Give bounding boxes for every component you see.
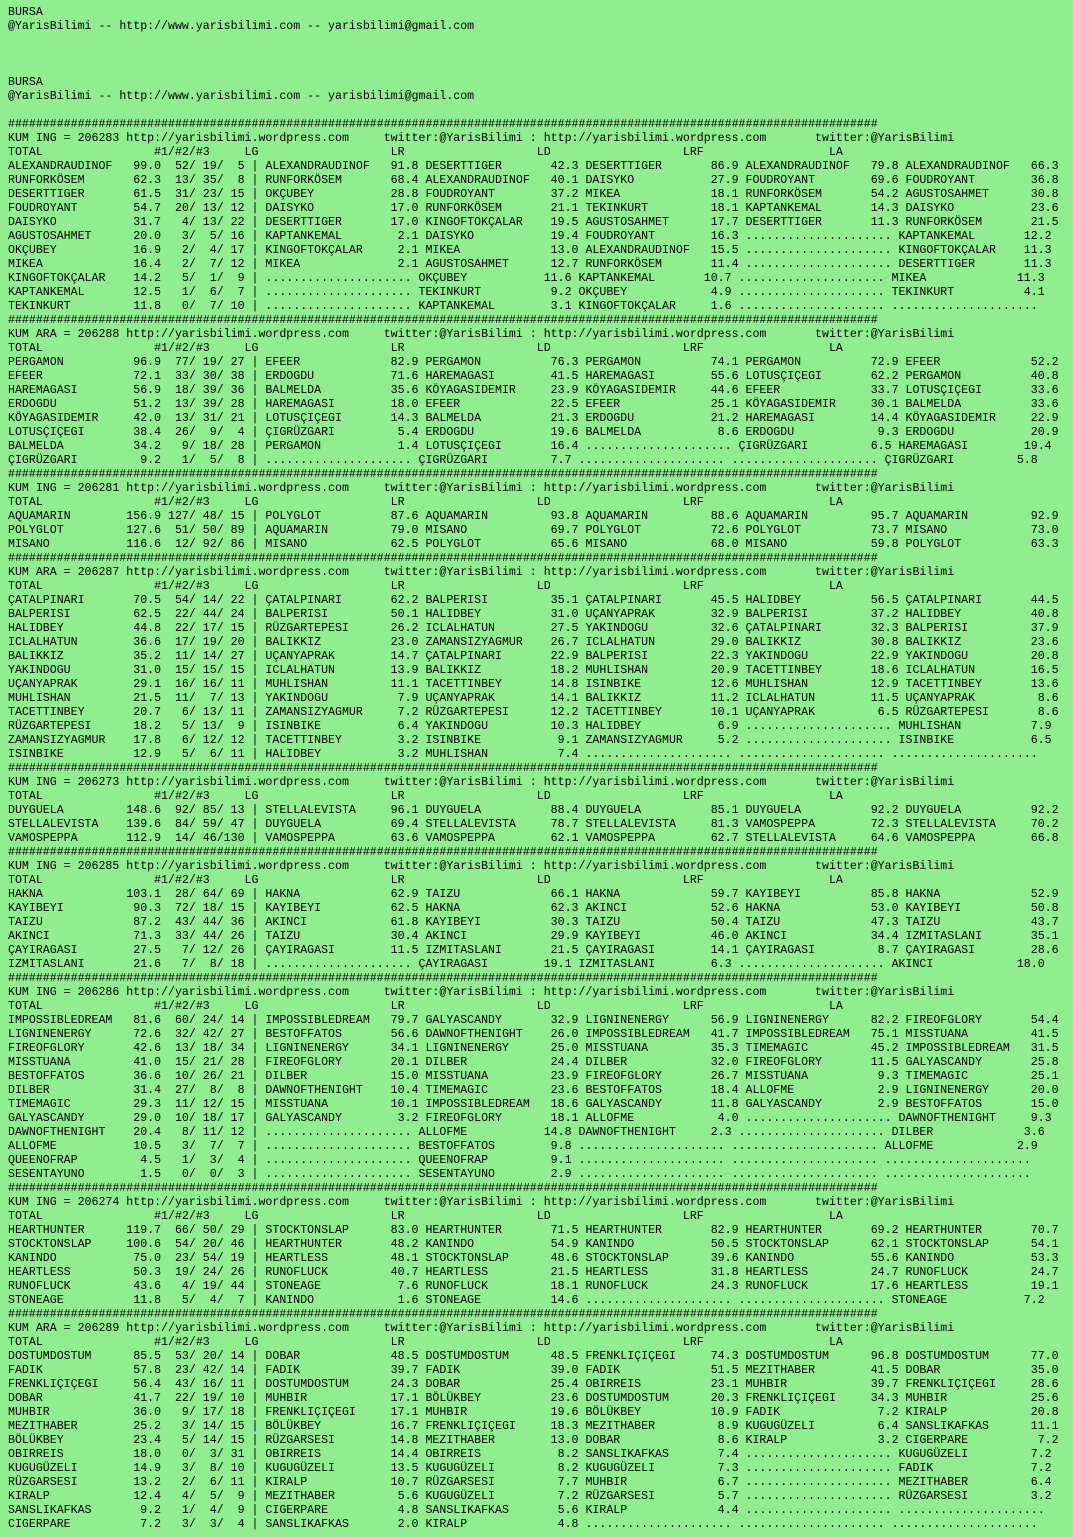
table-row: HALIDBEY 44.8 22/ 17/ 15 | RÜZGARTEPESI 26.2 ICLALHATUN 27.5 YAKINDOGU 32.6 ÇATALPINARI 32.3 BALPERISI 37.9 <box>8 622 1059 635</box>
column-header: TOTAL #1/#2/#3 LG LR LD LRF LA <box>8 1210 843 1223</box>
table-row: CIGERPARE 7.2 3/ 3/ 4 | SANSLIKAFKAS 2.0 KIRALP 4.8 ..................... ..................... ..................... <box>8 1518 1038 1531</box>
table-row: TIMEMAGIC 29.3 11/ 12/ 15 | MISSTUANA 10.1 IMPOSSIBLEDREAM 18.6 GALYASCANDY 11.8 GALYASCANDY 2.9 BESTOFFATOS 15.0 <box>8 1098 1059 1111</box>
table-row: POLYGLOT 127.6 51/ 50/ 89 | AQUAMARIN 79.0 MISANO 69.7 POLYGLOT 72.6 POLYGLOT 73.7 MISANO 73.0 <box>8 524 1059 537</box>
table-row: EFEER 72.1 33/ 30/ 38 | ERDOGDU 71.6 HAREMAGASI 41.5 HAREMAGASI 55.6 LOTUSÇIÇEGI 62.2 PERGAMON 40.8 <box>8 370 1059 383</box>
table-row: HAREMAGASI 56.9 18/ 39/ 36 | BALMELDA 35.6 KÖYAGASIDEMIR 23.9 KÖYAGASIDEMIR 44.6 EFEER 33.7 LOTUSÇIÇEGI 33.6 <box>8 384 1059 397</box>
table-row: MISANO 116.6 12/ 92/ 86 | MISANO 62.5 POLYGLOT 65.6 MISANO 68.0 MISANO 59.8 POLYGLOT 63.3 <box>8 538 1059 551</box>
table-row: STELLALEVISTA 139.6 84/ 59/ 47 | DUYGUELA 69.4 STELLALEVISTA 78.7 STELLALEVISTA 81.3 VAMOSPEPPA 72.3 STELLALEVISTA 70.2 <box>8 818 1059 831</box>
race-header: KUM ING = 206286 http://yarisbilimi.wordpress.com twitter:@YarisBilimi : http://yarisbilimi.wordpress.com twitter:@YarisBilimi <box>8 986 955 999</box>
separator-line: ############################################################################################################################# <box>8 972 878 985</box>
race-header: KUM ING = 206283 http://yarisbilimi.wordpress.com twitter:@YarisBilimi : http://yarisbilimi.wordpress.com twitter:@YarisBilimi <box>8 132 955 145</box>
table-row: TACETTINBEY 20.7 6/ 13/ 11 | ZAMANSIZYAGMUR 7.2 RÜZGARTEPESI 12.2 TACETTINBEY 10.1 UÇANYAPRAK 6.5 RÜZGARTEPESI 8.6 <box>8 706 1059 719</box>
race-header: KUM ARA = 206289 http://yarisbilimi.wordpress.com twitter:@YarisBilimi : http://yarisbilimi.wordpress.com twitter:@YarisBilimi <box>8 1322 955 1335</box>
table-row: AKINCI 71.3 33/ 44/ 26 | TAIZU 30.4 AKINCI 29.9 KAYIBEYI 46.0 AKINCI 34.4 IZMITASLANI 35.1 <box>8 930 1059 943</box>
table-row: FRENKLIÇIÇEGI 56.4 43/ 16/ 11 | DOSTUMDOSTUM 24.3 DOBAR 25.4 OBIRREIS 23.1 MUHBIR 39.7 FRENKLIÇIÇEGI 28.6 <box>8 1378 1059 1391</box>
table-row: PERGAMON 96.9 77/ 19/ 27 | EFEER 82.9 PERGAMON 76.3 PERGAMON 74.1 PERGAMON 72.9 EFEER 52.2 <box>8 356 1059 369</box>
table-row: YAKINDOGU 31.0 15/ 15/ 15 | ICLALHATUN 13.9 BALIKKIZ 18.2 MUHLISHAN 20.9 TACETTINBEY 18.6 ICLALHATUN 16.5 <box>8 664 1059 677</box>
separator-line: ############################################################################################################################# <box>8 118 878 131</box>
separator-line: ############################################################################################################################# <box>8 846 878 859</box>
table-row: KAYIBEYI 90.3 72/ 18/ 15 | KAYIBEYI 62.5 HAKNA 62.3 AKINCI 52.6 HAKNA 53.0 KAYIBEYI 50.8 <box>8 902 1059 915</box>
table-row: DUYGUELA 148.6 92/ 85/ 13 | STELLALEVISTA 96.1 DUYGUELA 88.4 DUYGUELA 85.1 DUYGUELA 92.2 DUYGUELA 92.2 <box>8 804 1059 817</box>
table-row: BALIKKIZ 35.2 11/ 14/ 27 | UÇANYAPRAK 14.7 ÇATALPINARI 22.9 BALPERISI 22.3 YAKINDOGU 22.9 YAKINDOGU 20.8 <box>8 650 1059 663</box>
separator-line: ############################################################################################################################# <box>8 1182 878 1195</box>
table-row: MEZITHABER 25.2 3/ 14/ 15 | BÖLÜKBEY 16.7 FRENKLIÇIÇEGI 18.3 MEZITHABER 8.9 KUGUGÜZELI 6.4 SANSLIKAFKAS 11.1 <box>8 1420 1059 1433</box>
table-row: ALEXANDRAUDINOF 99.0 52/ 19/ 5 | ALEXANDRAUDINOF 91.8 DESERTTIGER 42.3 DESERTTIGER 86.9 ALEXANDRAUDINOF 79.8 ALEXANDRAUDINOF 66.3 <box>8 160 1059 173</box>
table-row: KINGOFTOKÇALAR 14.2 5/ 1/ 9 | ..................... OKÇUBEY 11.6 KAPTANKEMAL 10.7 ..................... MIKEA 11.3 <box>8 272 1045 285</box>
table-row: UÇANYAPRAK 29.1 16/ 16/ 11 | MUHLISHAN 11.1 TACETTINBEY 14.8 ISINBIKE 12.6 MUHLISHAN 12.9 TACETTINBEY 13.6 <box>8 678 1059 691</box>
table-row: FIREOFGLORY 42.6 13/ 18/ 34 | LIGNINENERGY 34.1 LIGNINENERGY 25.0 MISSTUANA 35.3 TIMEMAGIC 45.2 IMPOSSIBLEDREAM 31.5 <box>8 1042 1059 1055</box>
separator-line: ############################################################################################################################# <box>8 314 878 327</box>
table-row: TEKINKURT 11.8 0/ 7/ 10 | ..................... KAPTANKEMAL 3.1 KINGOFTOKÇALAR 1.6 ..................... ..................... <box>8 300 1038 313</box>
table-row: TAIZU 87.2 43/ 44/ 36 | AKINCI 61.8 KAYIBEYI 30.3 TAIZU 50.4 TAIZU 47.3 TAIZU 43.7 <box>8 916 1059 929</box>
table-row: KIRALP 12.4 4/ 5/ 9 | MEZITHABER 5.6 KUGUGÜZELI 7.2 RÜZGARSESI 5.7 ..................... RÜZGARSESI 3.2 <box>8 1490 1052 1503</box>
city-title: BURSA <box>8 76 43 89</box>
table-row: FOUDROYANT 54.7 20/ 13/ 12 | DAISYKO 17.0 RUNFORKÖSEM 21.1 TEKINKURT 18.1 KAPTANKEMAL 14.3 DAISYKO 23.6 <box>8 202 1059 215</box>
table-row: ÇAYIRAGASI 27.5 7/ 12/ 26 | ÇAYIRAGASI 11.5 IZMITASLANI 21.5 ÇAYIRAGASI 14.1 ÇAYIRAGASI 8.7 ÇAYIRAGASI 28.6 <box>8 944 1059 957</box>
table-row: RÜZGARSESI 13.2 2/ 6/ 11 | KIRALP 10.7 RÜZGARSESI 7.7 MUHBIR 6.7 ..................... MEZITHABER 6.4 <box>8 1476 1052 1489</box>
table-row: SESENTAYUNO 1.5 0/ 0/ 3 | ..................... SESENTAYUNO 2.9 ..................... ..................... ..................... <box>8 1168 1031 1181</box>
table-row: AGUSTOSAHMET 20.0 3/ 5/ 16 | KAPTANKEMAL 2.1 DAISYKO 19.4 FOUDROYANT 16.3 ..................... KAPTANKEMAL 12.2 <box>8 230 1052 243</box>
table-row: ÇATALPINARI 70.5 54/ 14/ 22 | ÇATALPINARI 62.2 BALPERISI 35.1 ÇATALPINARI 45.5 HALIDBEY 56.5 ÇATALPINARI 44.5 <box>8 594 1059 607</box>
column-header: TOTAL #1/#2/#3 LG LR LD LRF LA <box>8 146 843 159</box>
table-row: KANINDO 75.0 23/ 54/ 19 | HEARTLESS 48.1 STOCKTONSLAP 48.6 STOCKTONSLAP 39.6 KANINDO 55.6 KANINDO 53.3 <box>8 1252 1059 1265</box>
table-row: RUNFORKÖSEM 62.3 13/ 35/ 8 | RUNFORKÖSEM 68.4 ALEXANDRAUDINOF 40.1 DAISYKO 27.9 FOUDROYANT 69.6 FOUDROYANT 36.8 <box>8 174 1059 187</box>
table-row: SANSLIKAFKAS 9.2 1/ 4/ 9 | CIGERPARE 4.8 SANSLIKAFKAS 5.6 KIRALP 4.4 ..................... ..................... <box>8 1504 1045 1517</box>
table-row: DILBER 31.4 27/ 8/ 8 | DAWNOFTHENIGHT 10.4 TIMEMAGIC 23.6 BESTOFFATOS 18.4 ALLOFME 2.9 LIGNINENERGY 20.0 <box>8 1084 1059 1097</box>
separator-line: ############################################################################################################################# <box>8 1308 878 1321</box>
race-header: KUM ING = 206273 http://yarisbilimi.wordpress.com twitter:@YarisBilimi : http://yarisbilimi.wordpress.com twitter:@YarisBilimi <box>8 776 955 789</box>
table-row: IZMITASLANI 21.6 7/ 8/ 18 | ..................... ÇAYIRAGASI 19.1 IZMITASLANI 6.3 ..................... AKINCI 18.0 <box>8 958 1045 971</box>
table-row: BALPERISI 62.5 22/ 44/ 24 | BALPERISI 50.1 HALIDBEY 31.0 UÇANYAPRAK 32.9 BALPERISI 37.2 HALIDBEY 40.8 <box>8 608 1059 621</box>
table-row: RÜZGARTEPESI 18.2 5/ 13/ 9 | ISINBIKE 6.4 YAKINDOGU 10.3 HALIDBEY 6.9 ..................... MUHLISHAN 7.9 <box>8 720 1052 733</box>
table-row: DESERTTIGER 61.5 31/ 23/ 15 | OKÇUBEY 28.8 FOUDROYANT 37.2 MIKEA 18.1 RUNFORKÖSEM 54.2 AGUSTOSAHMET 30.8 <box>8 188 1059 201</box>
table-row: AQUAMARIN 156.9 127/ 48/ 15 | POLYGLOT 87.6 AQUAMARIN 93.8 AQUAMARIN 88.6 AQUAMARIN 95.7 AQUAMARIN 92.9 <box>8 510 1059 523</box>
race-header: KUM ARA = 206288 http://yarisbilimi.wordpress.com twitter:@YarisBilimi : http://yarisbilimi.wordpress.com twitter:@YarisBilimi <box>8 328 955 341</box>
table-row: VAMOSPEPPA 112.9 14/ 46/130 | VAMOSPEPPA 63.6 VAMOSPEPPA 62.1 VAMOSPEPPA 62.7 STELLALEVISTA 64.6 VAMOSPEPPA 66.8 <box>8 832 1059 845</box>
table-row: HAKNA 103.1 28/ 64/ 69 | HAKNA 62.9 TAIZU 66.1 HAKNA 59.7 KAYIBEYI 85.8 HAKNA 52.9 <box>8 888 1059 901</box>
table-row: GALYASCANDY 29.0 10/ 18/ 17 | GALYASCANDY 3.2 FIREOFGLORY 18.1 ALLOFME 4.0 ..................... DAWNOFTHENIGHT 9.3 <box>8 1112 1052 1125</box>
table-row: MUHBIR 36.0 9/ 17/ 18 | FRENKLIÇIÇEGI 17.1 MUHBIR 19.6 BÖLÜKBEY 10.9 FADIK 7.2 KIRALP 20.8 <box>8 1406 1059 1419</box>
column-header: TOTAL #1/#2/#3 LG LR LD LRF LA <box>8 1000 843 1013</box>
column-header: TOTAL #1/#2/#3 LG LR LD LRF LA <box>8 342 843 355</box>
table-row: BALMELDA 34.2 9/ 18/ 28 | PERGAMON 1.4 LOTUSÇIÇEGI 16.4 ..................... ÇIGRÜZGARI 6.5 HAREMAGASI 19.4 <box>8 440 1052 453</box>
table-row: ÇIGRÜZGARI 9.2 1/ 5/ 8 | ..................... ÇIGRÜZGARI 7.7 ..................... ..................... ÇIGRÜZGARI 5.8 <box>8 454 1038 467</box>
table-row: HEARTLESS 50.3 19/ 24/ 26 | RUNOFLUCK 40.7 HEARTLESS 21.5 HEARTLESS 31.8 HEARTLESS 24.7 RUNOFLUCK 24.7 <box>8 1266 1059 1279</box>
table-row: IMPOSSIBLEDREAM 81.6 60/ 24/ 14 | IMPOSSIBLEDREAM 79.7 GALYASCANDY 32.9 LIGNINENERGY 56.9 LIGNINENERGY 82.2 FIREOFGLORY 54.4 <box>8 1014 1059 1027</box>
race-header: KUM ING = 206281 http://yarisbilimi.wordpress.com twitter:@YarisBilimi : http://yarisbilimi.wordpress.com twitter:@YarisBilimi <box>8 482 955 495</box>
table-row: OKÇUBEY 16.9 2/ 4/ 17 | KINGOFTOKÇALAR 2.1 MIKEA 13.0 ALEXANDRAUDINOF 15.5 ..................... KINGOFTOKÇALAR 11.3 <box>8 244 1052 257</box>
table-row: ZAMANSIZYAGMUR 17.8 6/ 12/ 12 | TACETTINBEY 3.2 ISINBIKE 9.1 ZAMANSIZYAGMUR 5.2 ..................... ISINBIKE 6.5 <box>8 734 1052 747</box>
table-row: ALLOFME 10.5 3/ 7/ 7 | ..................... BESTOFFATOS 9.8 ..................... ..................... ALLOFME 2.9 <box>8 1140 1038 1153</box>
table-row: DOSTUMDOSTUM 85.5 53/ 20/ 14 | DOBAR 48.5 DOSTUMDOSTUM 48.5 FRENKLIÇIÇEGI 74.3 DOSTUMDOSTUM 96.8 DOSTUMDOSTUM 77.0 <box>8 1350 1059 1363</box>
table-row: DAWNOFTHENIGHT 20.4 8/ 11/ 12 | ..................... ALLOFME 14.8 DAWNOFTHENIGHT 2.3 ..................... DILBER 3.6 <box>8 1126 1045 1139</box>
column-header: TOTAL #1/#2/#3 LG LR LD LRF LA <box>8 874 843 887</box>
table-row: FADIK 57.8 23/ 42/ 14 | FADIK 39.7 FADIK 39.0 FADIK 51.5 MEZITHABER 41.5 DOBAR 35.0 <box>8 1364 1059 1377</box>
race-header: KUM ING = 206285 http://yarisbilimi.wordpress.com twitter:@YarisBilimi : http://yarisbilimi.wordpress.com twitter:@YarisBilimi <box>8 860 955 873</box>
column-header: TOTAL #1/#2/#3 LG LR LD LRF LA <box>8 1336 843 1349</box>
table-row: QUEENOFRAP 4.5 1/ 3/ 4 | ..................... QUEENOFRAP 9.1 ..................... ..................... ..................... <box>8 1154 1031 1167</box>
table-row: HEARTHUNTER 119.7 66/ 50/ 29 | STOCKTONSLAP 83.0 HEARTHUNTER 71.5 HEARTHUNTER 82.9 HEARTHUNTER 69.2 HEARTHUNTER 70.7 <box>8 1224 1059 1237</box>
table-row: ISINBIKE 12.9 5/ 6/ 11 | HALIDBEY 3.2 MUHLISHAN 7.4 ..................... ..................... ..................... <box>8 748 1038 761</box>
table-row: STONEAGE 11.8 5/ 4/ 7 | KANINDO 1.6 STONEAGE 14.6 ..................... ..................... STONEAGE 7.2 <box>8 1294 1045 1307</box>
separator-line: ############################################################################################################################# <box>8 762 878 775</box>
table-row: MIKEA 16.4 2/ 7/ 12 | MIKEA 2.1 AGUSTOSAHMET 12.7 RUNFORKÖSEM 11.4 ..................... DESERTTIGER 11.3 <box>8 258 1052 271</box>
column-header: TOTAL #1/#2/#3 LG LR LD LRF LA <box>8 496 843 509</box>
table-row: ICLALHATUN 36.6 17/ 19/ 20 | BALIKKIZ 23.0 ZAMANSIZYAGMUR 26.7 ICLALHATUN 29.0 BALIKKIZ 30.8 BALIKKIZ 23.6 <box>8 636 1059 649</box>
table-row: LIGNINENERGY 72.6 32/ 42/ 27 | BESTOFFATOS 56.6 DAWNOFTHENIGHT 26.0 IMPOSSIBLEDREAM 41.7 IMPOSSIBLEDREAM 75.1 MISSTUANA 41.5 <box>8 1028 1059 1041</box>
table-row: DAISYKO 31.7 4/ 13/ 22 | DESERTTIGER 17.0 KINGOFTOKÇALAR 19.5 AGUSTOSAHMET 17.7 DESERTTIGER 11.3 RUNFORKÖSEM 21.5 <box>8 216 1059 229</box>
table-row: MUHLISHAN 21.5 11/ 7/ 13 | YAKINDOGU 7.9 UÇANYAPRAK 14.1 BALIKKIZ 11.2 ICLALHATUN 11.5 UÇANYAPRAK 8.6 <box>8 692 1059 705</box>
table-row: DOBAR 41.7 22/ 19/ 10 | MUHBIR 17.1 BÖLÜKBEY 23.6 DOSTUMDOSTUM 20.3 FRENKLIÇIÇEGI 34.3 MUHBIR 25.6 <box>8 1392 1059 1405</box>
table-row: ERDOGDU 51.2 13/ 39/ 28 | HAREMAGASI 18.0 EFEER 22.5 EFEER 25.1 KÖYAGASIDEMIR 30.1 BALMELDA 33.6 <box>8 398 1059 411</box>
separator-line: ############################################################################################################################# <box>8 552 878 565</box>
race-header: KUM ARA = 206287 http://yarisbilimi.wordpress.com twitter:@YarisBilimi : http://yarisbilimi.wordpress.com twitter:@YarisBilimi <box>8 566 955 579</box>
race-header: KUM ING = 206274 http://yarisbilimi.wordpress.com twitter:@YarisBilimi : http://yarisbilimi.wordpress.com twitter:@YarisBilimi <box>8 1196 955 1209</box>
column-header: TOTAL #1/#2/#3 LG LR LD LRF LA <box>8 580 843 593</box>
city-title: BURSA <box>8 6 43 19</box>
table-row: BÖLÜKBEY 23.4 5/ 14/ 15 | RÜZGARSESI 14.8 MEZITHABER 13.0 DOBAR 8.6 KIRALP 3.2 CIGERPARE 7.2 <box>8 1434 1059 1447</box>
table-row: RUNOFLUCK 43.6 4/ 19/ 44 | STONEAGE 7.6 RUNOFLUCK 18.1 RUNOFLUCK 24.3 RUNOFLUCK 17.6 HEARTLESS 19.1 <box>8 1280 1059 1293</box>
column-header: TOTAL #1/#2/#3 LG LR LD LRF LA <box>8 790 843 803</box>
table-row: MISSTUANA 41.0 15/ 21/ 28 | FIREOFGLORY 20.1 DILBER 24.4 DILBER 32.0 FIREOFGLORY 11.5 GALYASCANDY 25.8 <box>8 1056 1059 1069</box>
table-row: BESTOFFATOS 36.6 10/ 26/ 21 | DILBER 15.0 MISSTUANA 23.9 FIREOFGLORY 26.7 MISSTUANA 9.3 TIMEMAGIC 25.1 <box>8 1070 1059 1083</box>
table-row: KÖYAGASIDEMIR 42.0 13/ 31/ 21 | LOTUSÇIÇEGI 14.3 BALMELDA 21.3 ERDOGDU 21.2 HAREMAGASI 14.4 KÖYAGASIDEMIR 22.9 <box>8 412 1059 425</box>
table-row: KUGUGÜZELI 14.9 3/ 8/ 10 | KUGUGÜZELI 13.5 KUGUGÜZELI 8.2 KUGUGÜZELI 7.3 ..................... FADIK 7.2 <box>8 1462 1052 1475</box>
table-row: OBIRREIS 18.0 0/ 3/ 31 | OBIRREIS 14.4 OBIRREIS 8.2 SANSLIKAFKAS 7.4 ..................... KUGUGÜZELI 7.2 <box>8 1448 1052 1461</box>
contact-line: @YarisBilimi -- http://www.yarisbilimi.com -- yarisbilimi@gmail.com <box>8 20 475 33</box>
table-row: STOCKTONSLAP 100.6 54/ 20/ 46 | HEARTHUNTER 48.2 KANINDO 54.9 KANINDO 50.5 STOCKTONSLAP 62.1 STOCKTONSLAP 54.1 <box>8 1238 1059 1251</box>
contact-line: @YarisBilimi -- http://www.yarisbilimi.com -- yarisbilimi@gmail.com <box>8 90 475 103</box>
table-row: LOTUSÇIÇEGI 38.4 26/ 9/ 4 | ÇIGRÜZGARI 5.4 ERDOGDU 19.6 BALMELDA 8.6 ERDOGDU 9.3 ERDOGDU 20.9 <box>8 426 1059 439</box>
table-row: KAPTANKEMAL 12.5 1/ 6/ 7 | ..................... TEKINKURT 9.2 OKÇUBEY 4.9 ..................... TEKINKURT 4.1 <box>8 286 1045 299</box>
separator-line: ############################################################################################################################# <box>8 468 878 481</box>
